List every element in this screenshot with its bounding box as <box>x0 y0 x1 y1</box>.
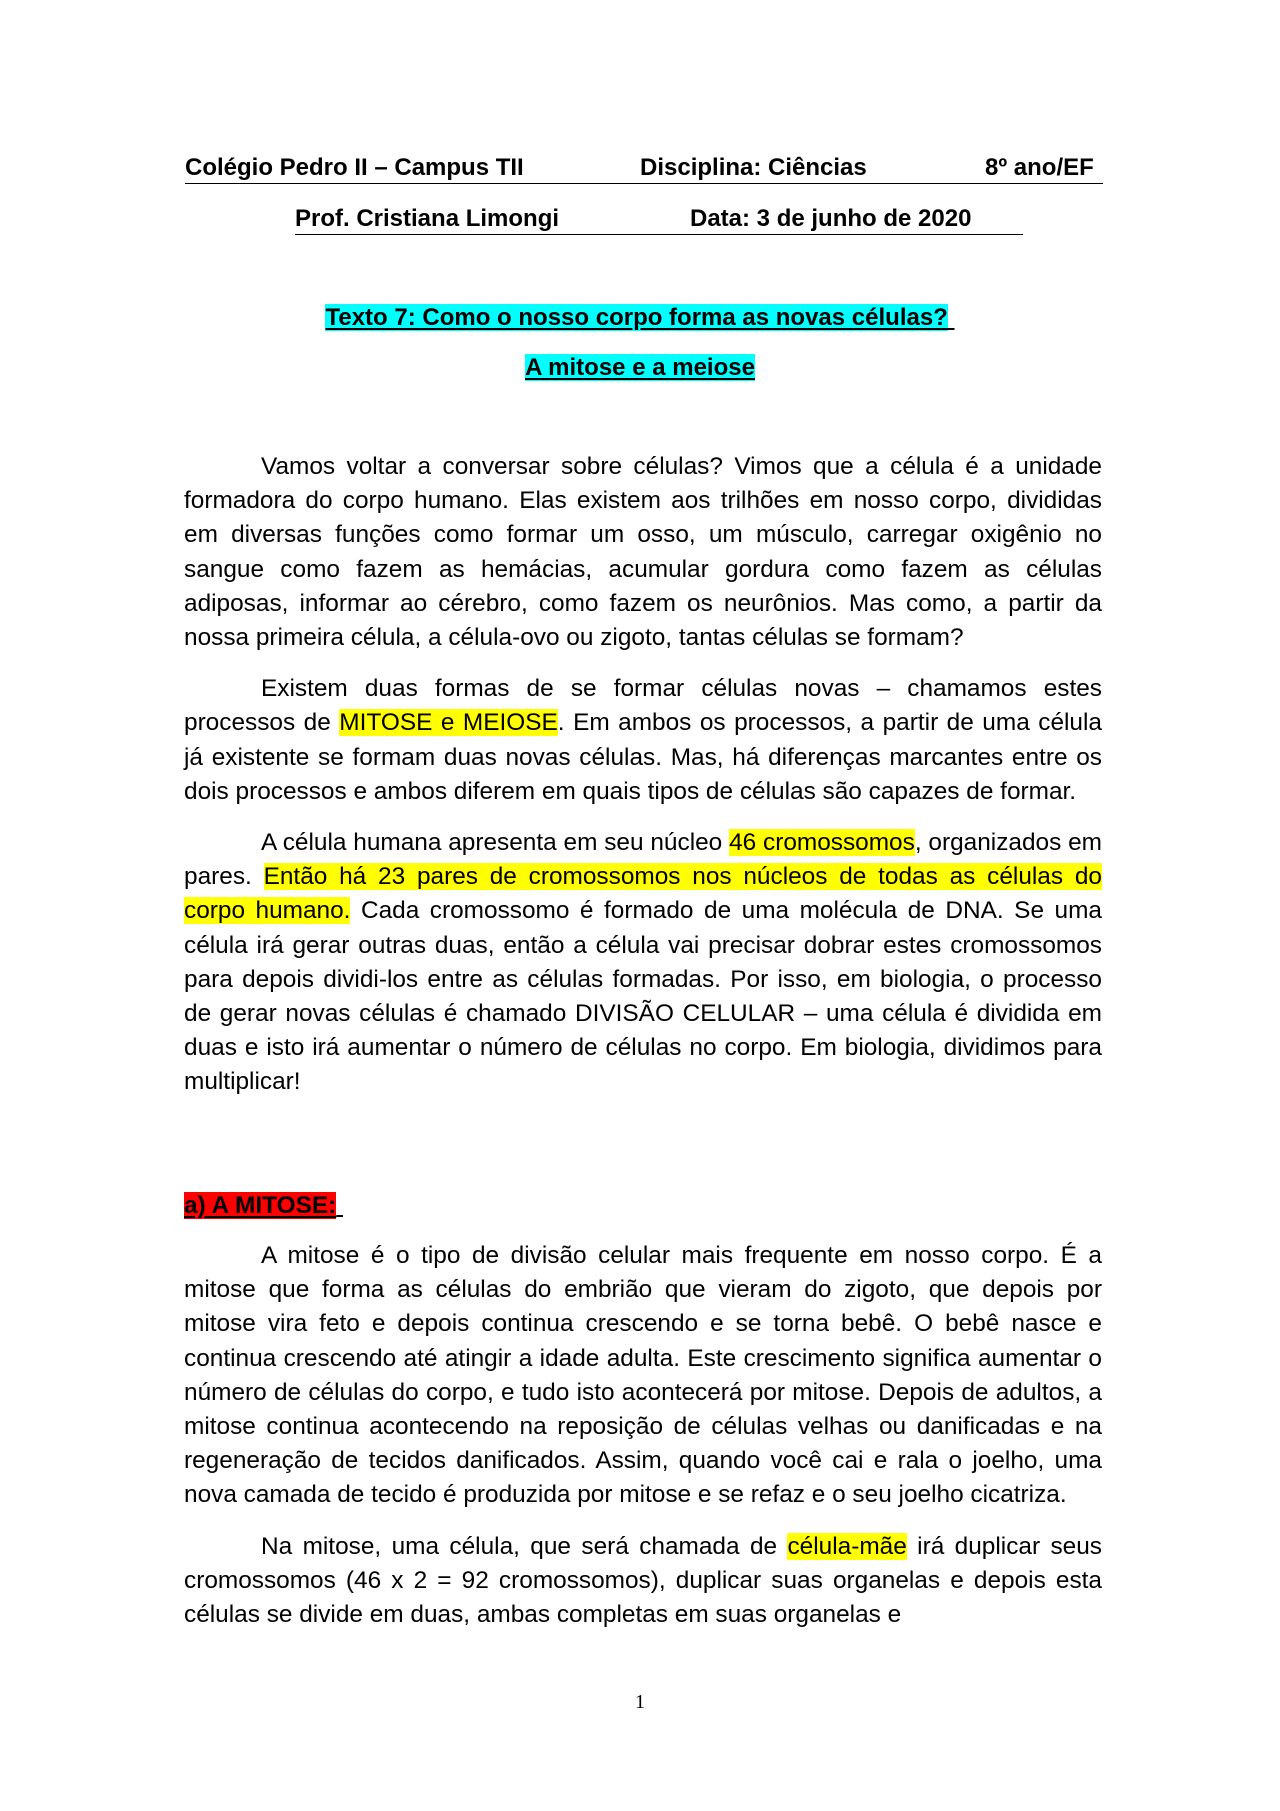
paragraph-3-highlight-1: 46 cromossomos <box>729 829 915 857</box>
paragraph-1: Vamos voltar a conversar sobre células? Vimos que a célula é a unidade formadora do corpo humano. Elas existem aos trilhões em nosso corpo, divididas em diversas funções como formar um osso, um músculo, carregar oxigênio no sangue como fazem as hemácias, acumular gordura como fazem as células adiposas, informar ao cérebro, como fazem os neurônios. Mas como, a partir da nossa primeira célula, a célula-ovo ou zigoto, tantas células se formam? <box>184 453 1102 652</box>
header-school: Colégio Pedro II – Campus TII <box>185 154 524 181</box>
paragraph-2 <box>184 672 1102 809</box>
paragraph-3-text-a: A célula humana apresenta em seu núcleo <box>261 829 730 857</box>
paragraph-4: A mitose é o tipo de divisão celular mais frequente em nosso corpo. É a mitose que forma as células do embrião que vieram do zigoto, que depois por mitose vira feto e depois continua crescendo e se torna bebê. O bebê nasce e continua crescendo até atingir a idade adulta. Este crescimento significa aumentar o número de células do corpo, e tudo isto acontecerá por mitose. Depois de adultos, a mitose continua acontecendo na reposição de células velhas ou danificadas e na regeneração de tecidos danificados. Assim, quando você cai e rala o joelho, uma nova camada de tecido é produzida por mitose e se refaz e o seu joelho cicatriza. <box>184 1242 1102 1509</box>
paragraph-3-text-c: Cada cromossomo é formado de uma molécula de DNA. Se uma célula irá gerar outras duas, então a célula vai precisar dobrar estes cromossomos para depois dividi-los entre as células formadas. Por isso, em biologia, o processo de gerar novas células é chamado DIVISÃO CELULAR – uma célula é dividida em duas e isto irá aumentar o número de células no corpo. Em biologia, dividimos para multiplicar! <box>184 897 1102 1096</box>
paragraph-3 <box>184 826 1102 1100</box>
title-line-2: A mitose e a meiose <box>525 354 755 381</box>
paragraph-3-highlight-2: Então há 23 pares de cromossomos nos núcleos de todas as células do corpo humano. <box>184 863 1102 925</box>
header-date: Data: 3 de junho de 2020 <box>690 205 972 232</box>
paragraph-5 <box>184 1530 1102 1633</box>
title-line-1: Texto 7: Como o nosso corpo forma as novas células? <box>325 304 948 331</box>
document-title <box>0 303 1280 333</box>
paragraph-5-text-b: irá duplicar seus cromossomos (46 x 2 = 92 cromossomos), duplicar suas organelas e depois esta células se divide em duas, ambas completas em suas organelas e <box>184 1532 1102 1629</box>
section-heading-mitose <box>184 1191 343 1221</box>
document-subtitle <box>0 353 1280 383</box>
paragraph-5-text-a: Na mitose, uma célula, que será chamada de <box>261 1532 788 1560</box>
body-text-intro <box>184 450 1102 1100</box>
paragraph-2-text-a: Existem duas formas de se formar células novas – chamamos estes processos de <box>184 675 1102 737</box>
header-discipline: Disciplina: Ciências <box>640 154 867 181</box>
page-number: 1 <box>635 1691 645 1713</box>
header-teacher: Prof. Cristiana Limongi <box>295 205 560 232</box>
body-text-mitose <box>184 1239 1102 1632</box>
header-grade: 8º ano/EF <box>985 154 1094 181</box>
paragraph-3-text-b: , organizados em pares. <box>184 829 1102 891</box>
section-heading-label: a) A MITOSE: <box>184 1192 337 1219</box>
paragraph-2-highlight: MITOSE e MEIOSE <box>339 709 558 737</box>
paragraph-5-highlight: célula-mãe <box>787 1532 907 1560</box>
header-rule-2 <box>295 234 1023 235</box>
header-rule-1 <box>185 183 1103 184</box>
paragraph-2-text-b: . Em ambos os processos, a partir de uma célula já existente se formam duas novas células. Mas, há diferenças marcantes entre os dois processos e ambos diferem em quais tipos de células são capazes de formar. <box>184 709 1102 805</box>
